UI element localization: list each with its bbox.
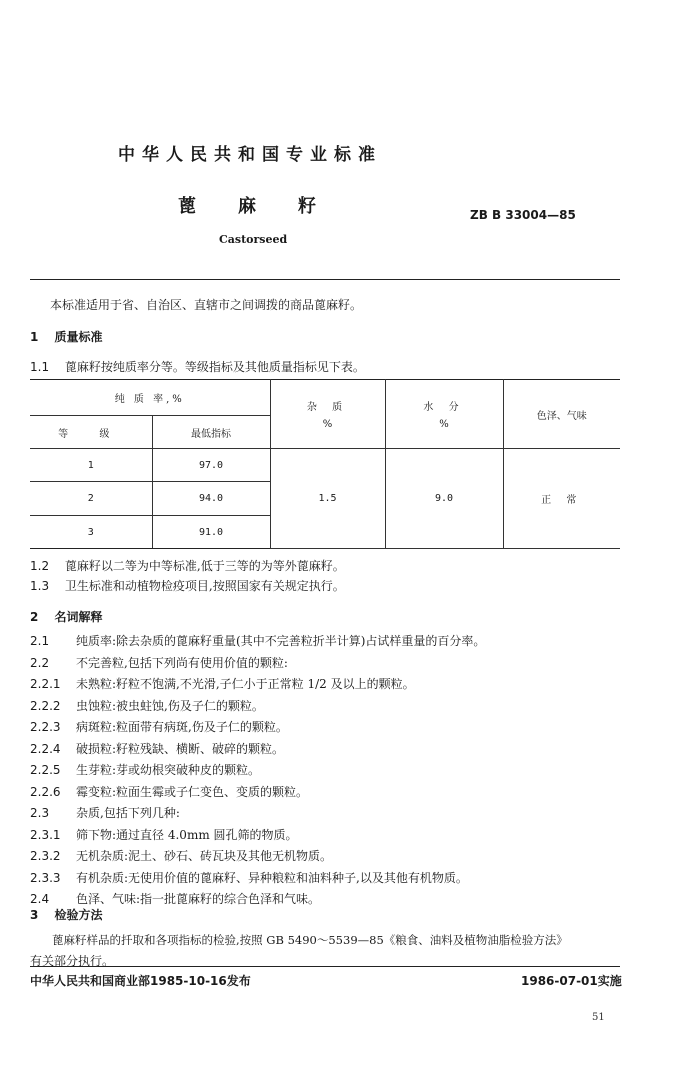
- clause-text: 蓖麻籽以二等为中等标准,低于三等的为等外蓖麻籽。: [64, 559, 345, 573]
- impurity-header: 杂 质: [306, 402, 349, 413]
- moisture-header-cell: [385, 380, 503, 449]
- clause-number: 2.3.1: [30, 827, 61, 842]
- doc-code: ZB B 33004—85: [470, 208, 576, 222]
- list-item: [30, 674, 485, 696]
- clause-number: 1.1: [30, 360, 50, 374]
- doc-title: 蓖麻籽: [178, 196, 358, 217]
- clause-text: 生芽粒:芽或幼根突破种皮的颗粒。: [76, 763, 261, 777]
- min-cell: 97.0: [152, 449, 270, 482]
- clause-text: 未熟粒:籽粒不饱满,不光滑,子仁小于正常粒 1/2 及以上的颗粒。: [76, 677, 415, 691]
- color-header: 色泽、气味: [503, 380, 620, 449]
- intro-paragraph: 本标准适用于省、自治区、直辖市之间调拨的商品蓖麻籽。: [50, 298, 363, 312]
- clause-text: 霉变粒:粒面生霉或子仁变色、变质的颗粒。: [76, 784, 309, 799]
- clause-number: 1.2: [30, 559, 50, 573]
- table-row: [30, 449, 620, 482]
- list-item: [30, 696, 485, 718]
- list-item: [30, 846, 485, 868]
- clause-number: 2.2: [30, 655, 50, 670]
- section-1-heading: [30, 328, 103, 345]
- list-item: [30, 717, 485, 739]
- list-item: [30, 760, 485, 782]
- section-2-number: 2: [30, 610, 39, 624]
- clause-1-3: [30, 577, 345, 594]
- grade-cell: 3: [30, 516, 152, 549]
- page-number: 51: [592, 1012, 605, 1023]
- section-1-number: 1: [30, 330, 39, 344]
- min-cell: 94.0: [152, 482, 270, 516]
- effective-line: 1986-07-01实施: [521, 974, 622, 988]
- grade-header: 等 级: [30, 416, 152, 449]
- section-2-heading: [30, 608, 103, 625]
- header-divider: [30, 279, 620, 280]
- moisture-value: 9.0: [385, 449, 503, 549]
- clause-number: 2.3.2: [30, 849, 61, 863]
- quality-table: [30, 379, 620, 549]
- footer-divider: [30, 966, 620, 967]
- clause-number: 2.2.6: [30, 784, 61, 799]
- clause-text: 不完善粒,包括下列尚有使用价值的颗粒:: [76, 655, 288, 670]
- clause-number: 2.2.1: [30, 677, 61, 691]
- grade-cell: 1: [30, 449, 152, 482]
- clause-text: 破损粒:籽粒残缺、横断、破碎的颗粒。: [76, 741, 285, 756]
- clause-number: 2.2.2: [30, 698, 61, 713]
- section-2-title: 名词解释: [54, 610, 103, 624]
- clause-text: 蓖麻籽按纯质率分等。等级指标及其他质量指标见下表。: [64, 360, 365, 374]
- section-3-number: 3: [30, 908, 39, 922]
- clause-number: 2.2.3: [30, 720, 61, 734]
- clause-1-2: [30, 557, 345, 574]
- section-1-title: 质量标准: [54, 330, 103, 344]
- clause-text: 无机杂质:泥土、砂石、砖瓦块及其他无机物质。: [76, 849, 333, 863]
- clause-text: 有机杂质:无使用价值的蓖麻籽、异种粮粒和油料种子,以及其他有机物质。: [76, 870, 468, 885]
- list-item: [30, 868, 485, 890]
- min-header: 最低指标: [152, 416, 270, 449]
- list-item: [30, 653, 485, 675]
- section-3-title: 检验方法: [54, 908, 103, 922]
- color-value: 正 常: [503, 449, 620, 549]
- clause-text: 色泽、气味:指一批蓖麻籽的综合色泽和气味。: [76, 892, 321, 906]
- clause-number: 2.2.4: [30, 741, 61, 756]
- section-3-heading: [30, 906, 103, 923]
- clause-number: 2.4: [30, 892, 50, 906]
- list-item: [30, 803, 485, 825]
- clause-number: 2.2.5: [30, 763, 61, 777]
- impurity-unit: %: [322, 419, 333, 430]
- impurity-header-cell: [270, 380, 385, 449]
- section-3-paragraph-line-1: 蓖麻籽样品的扦取和各项指标的检验,按照 GB 5490～5539—85《粮食、油料及植物油脂检验方法》: [52, 933, 568, 947]
- clause-1-1: [30, 358, 365, 375]
- issued-line: 中华人民共和国商业部1985-10-16发布: [30, 974, 251, 988]
- min-cell: 91.0: [152, 516, 270, 549]
- list-item: [30, 631, 485, 653]
- moisture-unit: %: [439, 419, 449, 430]
- clause-number: 2.1: [30, 634, 50, 648]
- clause-text: 卫生标准和动植物检疫项目,按照国家有关规定执行。: [64, 579, 345, 593]
- definitions-list: [30, 631, 485, 911]
- clause-number: 2.3: [30, 806, 50, 820]
- clause-number: 2.3.3: [30, 870, 61, 885]
- list-item: [30, 739, 485, 761]
- moisture-header: 水 分: [423, 402, 465, 413]
- clause-text: 筛下物:通过直径 4.0mm 圆孔筛的物质。: [76, 827, 298, 842]
- org-title: 中华人民共和国专业标准: [118, 145, 382, 165]
- clause-number: 1.3: [30, 579, 50, 593]
- list-item: [30, 825, 485, 847]
- clause-text: 杂质,包括下列几种:: [76, 806, 180, 820]
- clause-text: 病斑粒:粒面带有病斑,伤及子仁的颗粒。: [76, 720, 288, 734]
- english-title: Castorseed: [219, 233, 288, 246]
- grade-cell: 2: [30, 482, 152, 516]
- clause-text: 纯质率:除去杂质的蓖麻籽重量(其中不完善粒折半计算)占试样重量的百分率。: [76, 634, 486, 648]
- section-3-paragraph-line-2: 有关部分执行。: [30, 954, 115, 968]
- purity-header: 纯 质 率,%: [30, 380, 270, 416]
- list-item: [30, 782, 485, 804]
- clause-text: 虫蚀粒:被虫蛀蚀,伤及子仁的颗粒。: [76, 698, 264, 713]
- impurity-value: 1.5: [270, 449, 385, 549]
